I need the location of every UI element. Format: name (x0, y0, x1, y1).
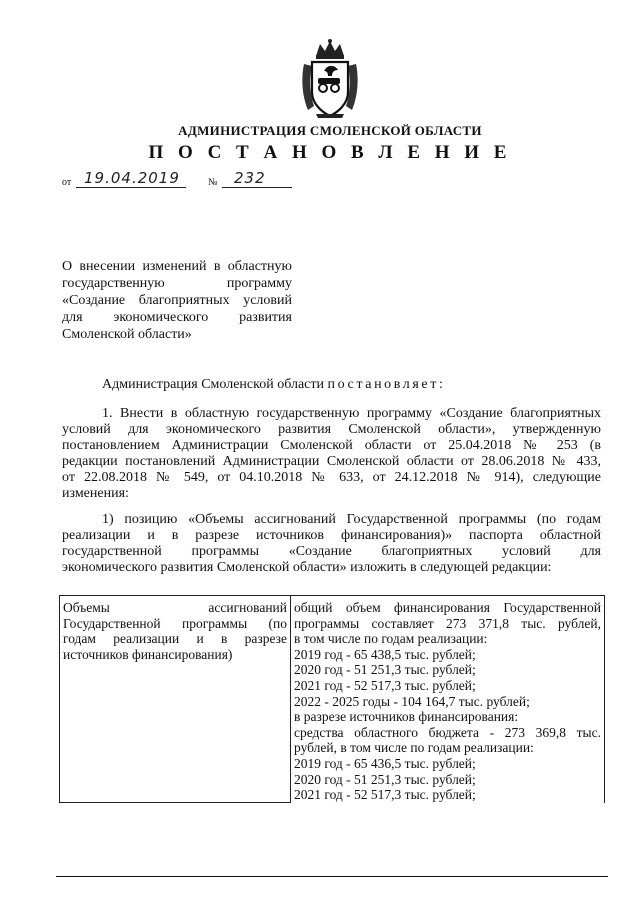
paragraph-line: редакции постановлений Администрации Смоленской области от 28.06.2018 № 433, (62, 454, 601, 469)
preamble (102, 377, 445, 393)
date-number-line (62, 170, 302, 192)
date-value: 19.04.2019 (84, 169, 180, 187)
paragraph-line: постановлением Администрации Смоленской области от 25.04.2018 № 253 (в (62, 438, 601, 453)
program-funding-table (59, 595, 605, 803)
coat-of-arms-emblem (298, 38, 362, 120)
cell-line: средства областного бюджета - 273 369,8 тыс. (294, 724, 601, 740)
table-row (60, 596, 605, 803)
preamble-resolves: постановляет: (327, 377, 446, 392)
cell-line: в разрезе источников финансирования: (294, 709, 519, 725)
item-1-paragraph (62, 406, 601, 502)
subject-line: О внесении изменений в областную (62, 259, 292, 274)
subject-line: «Создание благоприятных условий (62, 293, 292, 308)
table-cell-funding (291, 596, 605, 803)
paragraph-line: 1) позицию «Объемы ассигнований Государственной программы (по годам (102, 512, 601, 527)
number-label: № (208, 177, 218, 188)
cell-line: в том числе по годам реализации: (294, 631, 488, 647)
cell-line: Государственной программы (по (63, 615, 287, 631)
subject-line: государственную программу (62, 276, 292, 291)
organization-name: АДМИНИСТРАЦИЯ СМОЛЕНСКОЙ ОБЛАСТИ (178, 123, 482, 138)
document-subject (62, 258, 292, 343)
cell-line: 2021 год - 52 517,3 тыс. рублей; (294, 787, 476, 803)
cell-line: 2019 год - 65 438,5 тыс. рублей; (294, 646, 476, 662)
date-label: от (62, 177, 72, 188)
cell-line: источников финансирования) (63, 646, 233, 662)
paragraph-line: государственной программы «Создание благоприятных условий для (62, 544, 601, 559)
paragraph-line: изменения: (62, 486, 129, 501)
item-1-1-paragraph (62, 512, 601, 576)
cell-line: 2020 год - 51 251,3 тыс. рублей; (294, 662, 476, 678)
paragraph-line: реализации и в разрезе источников финансирования)» паспорта областной (62, 528, 601, 543)
cell-line: 2022 - 2025 годы - 104 164,7 тыс. рублей; (294, 693, 530, 709)
paragraph-line: от 22.08.2018 № 549, от 04.10.2018 № 633, от 24.12.2018 № 914), следующие (62, 470, 601, 485)
subject-line: Смоленской области» (62, 327, 192, 342)
paragraph-line: экономического развития Смоленской области» изложить в следующей редакции: (62, 560, 552, 575)
cell-line: общий объем финансирования Государственной (294, 600, 601, 615)
preamble-text: Администрация Смоленской области (102, 377, 325, 392)
page-bottom-rule (56, 876, 608, 877)
document-type-title: П О С Т А Н О В Л Е Н И Е (148, 142, 512, 163)
cell-line: Объемы ассигнований (63, 600, 287, 615)
number-value: 232 (234, 169, 266, 187)
table-cell-position (60, 596, 291, 803)
cell-line: 2019 год - 65 436,5 тыс. рублей; (294, 755, 476, 771)
paragraph-line: условий для экономического развития Смоленской области», утвержденную (62, 422, 601, 437)
cell-line: 2021 год - 52 517,3 тыс. рублей; (294, 677, 476, 693)
cell-line: годам реализации и в разрезе (63, 631, 287, 647)
date-underline (76, 187, 186, 188)
cell-line: рублей, в том числе по годам реализации: (294, 740, 534, 756)
subject-line: для экономического развития (62, 310, 292, 325)
cell-line: программы составляет 273 371,8 тыс. рублей, (294, 615, 601, 631)
number-underline (222, 187, 292, 188)
cell-line: 2020 год - 51 251,3 тыс. рублей; (294, 771, 476, 787)
paragraph-line: 1. Внести в областную государственную программу «Создание благоприятных (102, 406, 601, 421)
